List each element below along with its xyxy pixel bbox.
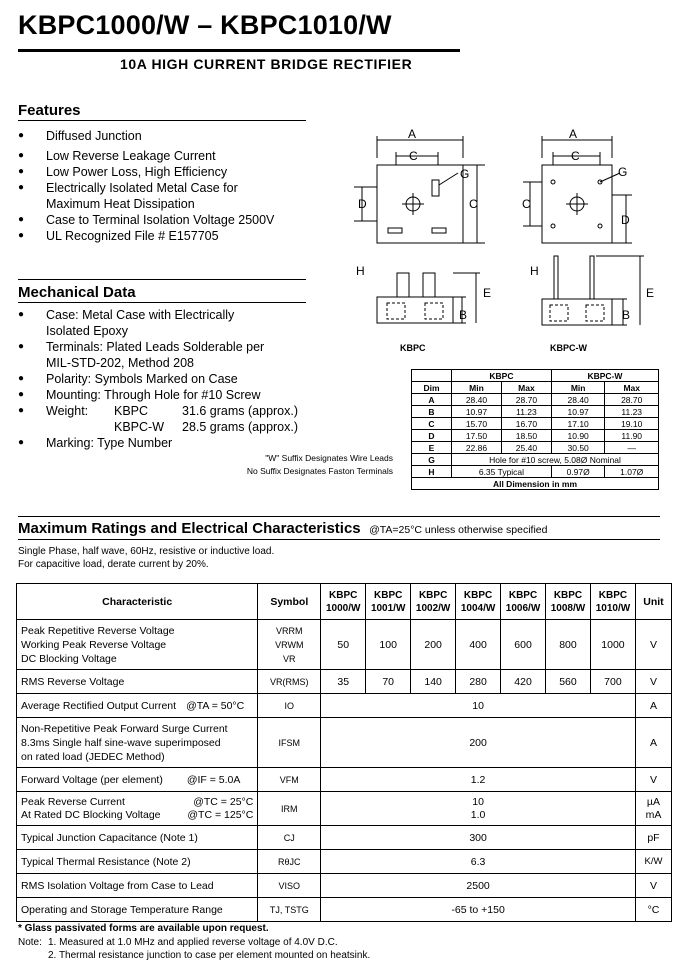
row-temp: Operating and Storage Temperature Range TJ, TSTG -65 to +150 °C: [17, 898, 672, 922]
dim-label-c2-w: C: [522, 197, 531, 211]
mech-weight-row2: KBPC-W 28.5 grams (approx.): [114, 420, 299, 434]
mechanical-heading: Mechanical Data: [18, 284, 136, 301]
value-cell: 100: [366, 620, 411, 670]
col-part: KBPC 1002/W: [411, 584, 456, 620]
dim-label-e: E: [483, 286, 492, 300]
ratings-heading-note: @TA=25°C unless otherwise specified: [369, 524, 548, 536]
dim-row: D 17.50 18.50 10.90 11.90: [412, 430, 659, 442]
features-rule: [18, 120, 306, 121]
dim-row: A 28.40 28.70 28.40 28.70: [412, 394, 659, 406]
row-cj: Typical Junction Capacitance (Note 1) CJ 300 pF: [17, 826, 672, 850]
dim-label-c: C: [409, 149, 418, 163]
dim-label-d-w: D: [621, 213, 630, 227]
mech-item: ● Polarity: Symbols Marked on Case: [18, 371, 318, 387]
mech-item-cont: MIL-STD-202, Method 208: [46, 356, 194, 370]
ratings-line2: For capacitive load, derate current by 20%.: [18, 559, 209, 570]
value-cell: 280: [456, 670, 501, 694]
mech-item: ● Marking: Type Number: [18, 435, 318, 451]
dim-row: B 10.97 11.23 10.97 11.23: [412, 406, 659, 418]
value-cell: 600: [501, 620, 546, 670]
feature-item: ● Low Reverse Leakage Current: [18, 148, 318, 164]
feature-item: ● UL Recognized File # E157705: [18, 228, 318, 244]
col-symbol: Symbol: [258, 584, 321, 620]
mech-item: ● Mounting: Through Hole for #10 Screw: [18, 387, 318, 403]
dim-label-g-w: G: [618, 165, 628, 179]
features-list: [18, 128, 318, 244]
page-subtitle: 10A HIGH CURRENT BRIDGE RECTIFIER: [120, 56, 413, 72]
feature-item: ● Low Power Loss, High Efficiency: [18, 164, 318, 180]
dim-col-min-w: Min: [551, 382, 605, 394]
dim-row: E 22.86 25.40 30.50 —: [412, 442, 659, 454]
feature-item: ● Diffused Junction: [18, 128, 318, 144]
mech-item-cont: Isolated Epoxy: [46, 324, 128, 338]
dim-label-e-w: E: [646, 286, 655, 300]
row-rms: RMS Reverse Voltage VR(RMS) 35 70 140 280 420 560 700 V: [17, 670, 672, 694]
mechanical-list: [18, 307, 318, 451]
dim-col-min: Min: [452, 382, 502, 394]
feature-item-cont: Maximum Heat Dissipation: [46, 197, 195, 211]
dim-col-dim: Dim: [412, 382, 452, 394]
value-cell: 200: [411, 620, 456, 670]
feature-item: ● Case to Terminal Isolation Voltage 2500V: [18, 212, 318, 228]
dim-label-c-w: C: [571, 149, 580, 163]
col-unit: Unit: [635, 584, 671, 620]
dim-row-g: G Hole for #10 screw, 5.08Ø Nominal: [412, 454, 659, 466]
ratings-table: [16, 583, 672, 922]
label-kbpcw: KBPC-W: [550, 343, 587, 353]
mech-weight-row: ● Weight: KBPC 31.6 grams (approx.): [18, 403, 318, 419]
dim-label-h: H: [356, 264, 365, 278]
dimension-table: [411, 369, 659, 490]
ratings-rule: [18, 539, 660, 540]
note-1-row: Note: 1. Measured at 1.0 MHz and applied reverse voltage of 4.0V D.C.: [18, 937, 338, 948]
dim-footer-row: All Dimension in mm: [412, 478, 659, 490]
value-cell: 400: [456, 620, 501, 670]
package-drawings: [340, 125, 670, 365]
page-title: KBPC1000/W – KBPC1010/W: [18, 10, 392, 40]
mechanical-rule: [18, 302, 306, 303]
dim-label-d: D: [358, 197, 367, 211]
title-rule: [18, 49, 460, 52]
row-viso: RMS Isolation Voltage from Case to Lead VISO 2500 V: [17, 874, 672, 898]
value-cell: 420: [501, 670, 546, 694]
ratings-top-rule: [18, 516, 660, 517]
dim-label-a-w: A: [569, 127, 578, 141]
value-cell: 140: [411, 670, 456, 694]
dim-group-kbpc: KBPC: [452, 370, 552, 382]
dim-label-b: B: [459, 308, 468, 322]
col-part: KBPC 1010/W: [590, 584, 635, 620]
suffix-note-none: No Suffix Designates Faston Terminals: [246, 466, 393, 476]
ratings-heading: Maximum Ratings and Electrical Characteristics: [18, 520, 361, 537]
dim-group-kbpcw: KBPC-W: [551, 370, 658, 382]
value-cell: 560: [546, 670, 591, 694]
dim-col-max: Max: [501, 382, 551, 394]
feature-item: ● Electrically Isolated Metal Case for: [18, 180, 318, 196]
value-cell: 1000: [590, 620, 635, 670]
features-heading: Features: [18, 102, 81, 119]
row-io: Average Rectified Output Current @TA = 50°C IO 10 A: [17, 694, 672, 718]
suffix-notes: [180, 452, 393, 478]
ratings-line1: Single Phase, half wave, 60Hz, resistive or inductive load.: [18, 546, 275, 557]
mechanical-top-rule: [18, 279, 306, 280]
col-part: KBPC 1000/W: [321, 584, 366, 620]
col-part: KBPC 1008/W: [546, 584, 591, 620]
dim-row: C 15.70 16.70 17.10 19.10: [412, 418, 659, 430]
dim-label-c2: C: [469, 197, 478, 211]
mech-item: ● Case: Metal Case with Electrically: [18, 307, 318, 323]
dim-label-h-w: H: [530, 264, 539, 278]
value-cell: 35: [321, 670, 366, 694]
dim-label-g: G: [460, 167, 470, 181]
value-cell: 800: [546, 620, 591, 670]
label-kbpc: KBPC: [400, 343, 426, 353]
mech-item: ● Terminals: Plated Leads Solderable per: [18, 339, 318, 355]
ratings-heading-row: [18, 520, 547, 538]
suffix-note-w: "W" Suffix Designates Wire Leads: [265, 453, 393, 463]
row-vfm: Forward Voltage (per element) @IF = 5.0A VFM 1.2 V: [17, 768, 672, 792]
note-2: 2. Thermal resistance junction to case per element mounted on heatsink.: [48, 950, 371, 961]
dim-col-max-w: Max: [605, 382, 659, 394]
dim-row-h: H 6.35 Typical 0.97Ø 1.07Ø: [412, 466, 659, 478]
row-irm: Peak Reverse Current @TC = 25°C At Rated DC Blocking Voltage @TC = 125°C IRM 10 1.0 µA mA: [17, 792, 672, 826]
dim-label-a: A: [408, 127, 417, 141]
row-vrrm: Peak Repetitive Reverse Voltage Working Peak Reverse Voltage DC Blocking Voltage VRRM VRWM VR 50 100 200 400 600 800 1000 V: [17, 620, 672, 670]
dim-label-b-w: B: [622, 308, 631, 322]
col-characteristic: Characteristic: [17, 584, 258, 620]
value-cell: 70: [366, 670, 411, 694]
glass-note: * Glass passivated forms are available upon request.: [18, 923, 269, 934]
value-cell: 700: [590, 670, 635, 694]
col-part: KBPC 1001/W: [366, 584, 411, 620]
col-part: KBPC 1006/W: [501, 584, 546, 620]
col-part: KBPC 1004/W: [456, 584, 501, 620]
row-rth: Typical Thermal Resistance (Note 2) RθJC 6.3 K/W: [17, 850, 672, 874]
row-ifsm: Non-Repetitive Peak Forward Surge Current 8.3ms Single half sine-wave superimposed on rated load (JEDEC Method) IFSM 200 A: [17, 718, 672, 768]
value-cell: 50: [321, 620, 366, 670]
